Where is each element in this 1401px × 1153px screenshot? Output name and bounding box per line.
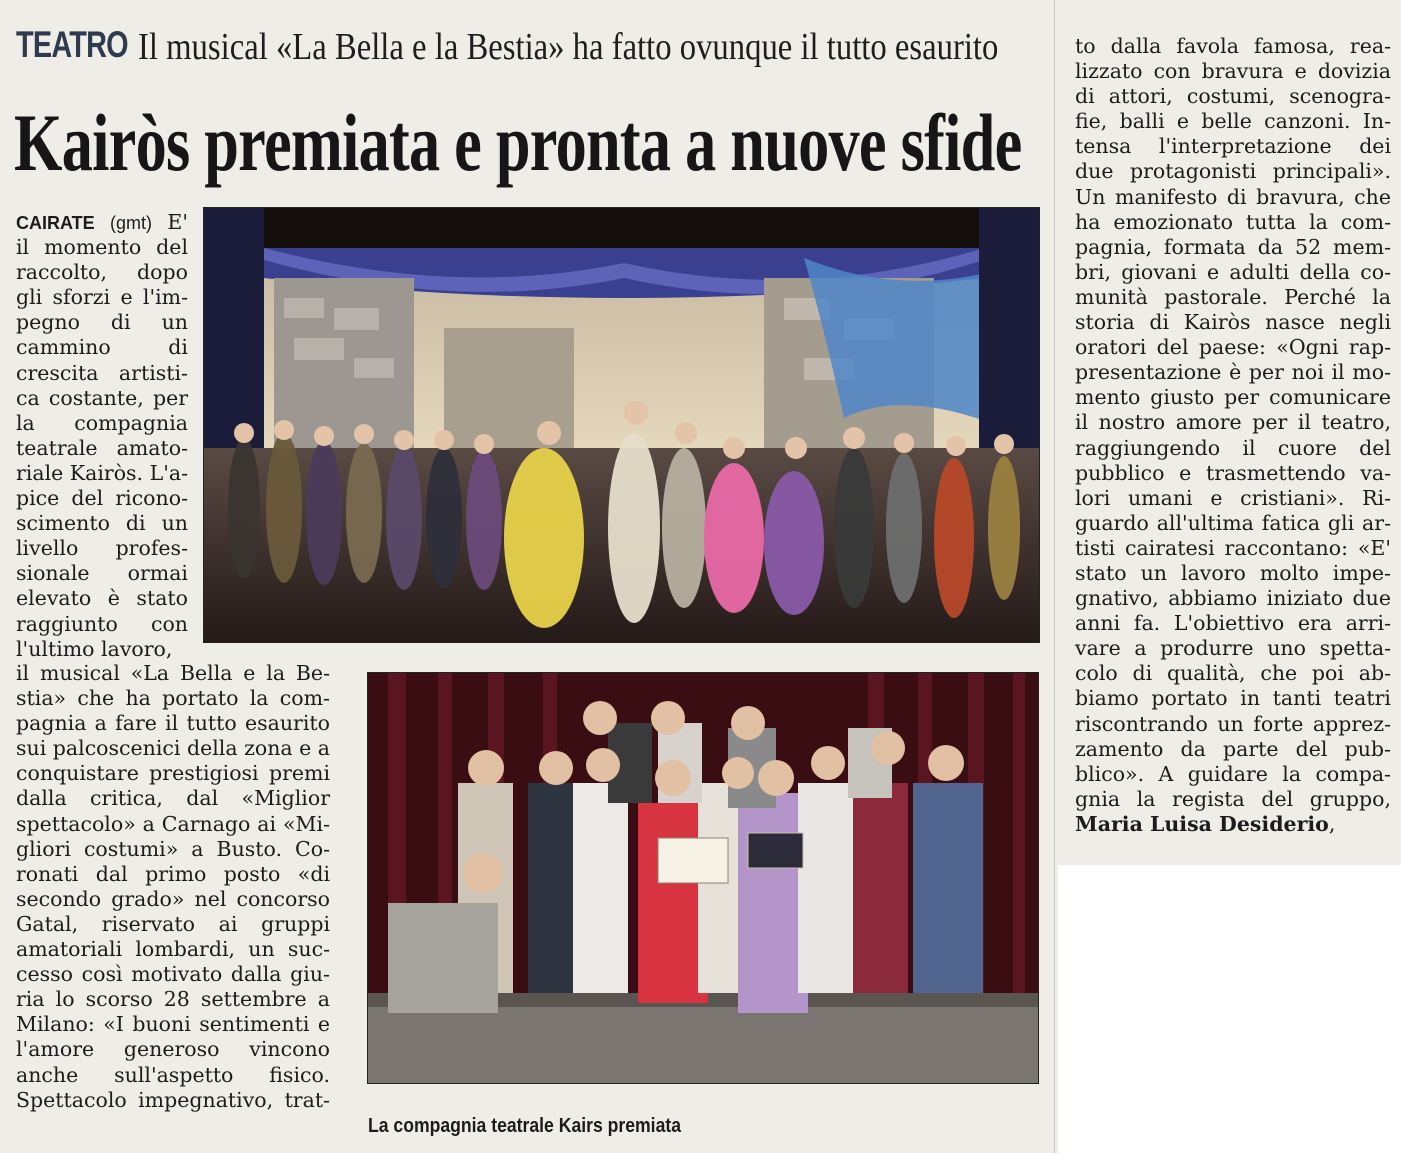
body-line: oratori del paese: «Ogni rap- xyxy=(1075,335,1391,360)
body-line: amatoriali lombardi, un suc- xyxy=(16,937,330,962)
body-line: secondo grado» nel concorso xyxy=(16,886,330,911)
body-line: raggiungendo il cuore del xyxy=(1075,435,1391,460)
body-line xyxy=(1075,812,1391,837)
body-line: fie, balli e belle canzoni. In- xyxy=(1075,109,1391,134)
body-line: zamento da parte del pub- xyxy=(1075,736,1391,761)
body-line: cesso così motivato dalla giu- xyxy=(16,962,330,987)
body-line: pagnia, formata da 52 mem- xyxy=(1075,234,1391,259)
group-award-photo xyxy=(367,672,1039,1084)
body-line: ria lo scorso 28 settembre a xyxy=(16,987,330,1012)
body-line: gnia la regista del gruppo, xyxy=(1075,786,1391,811)
body-line: di attori, costumi, scenogra- xyxy=(1075,84,1391,109)
body-line: dalla critica, dal «Miglior xyxy=(16,786,330,811)
body-line: Gatal, riservato ai gruppi xyxy=(16,911,330,936)
body-column-a xyxy=(16,210,188,662)
body-line: livello profes- xyxy=(16,536,188,561)
section-label: TEATRO xyxy=(16,24,128,65)
body-line xyxy=(16,210,188,235)
body-line: il momento del xyxy=(16,235,188,260)
body-line: il nostro amore per il teatro, xyxy=(1075,410,1391,435)
body-line: blico». A guidare la compa- xyxy=(1075,761,1391,786)
body-line: gnativo, abbiamo iniziato due xyxy=(1075,586,1391,611)
body-line: spettacolo» a Carnago ai «Mi- xyxy=(16,811,330,836)
body-line: scimento di un xyxy=(16,511,188,536)
body-line: l'ultimo lavoro, xyxy=(16,636,173,661)
body-line: storia di Kairòs nasce negli xyxy=(1075,310,1391,335)
body-line: tensa l'interpretazione dei xyxy=(1075,134,1391,159)
column-rule xyxy=(1054,0,1055,1153)
body-line: stia» che ha portato la com- xyxy=(16,686,330,711)
body-line: riscontrando un forte apprez- xyxy=(1075,711,1391,736)
body-column-c xyxy=(1075,34,1391,837)
body-line: cammino di xyxy=(16,335,188,360)
stage-illustration xyxy=(204,208,1039,642)
body-line: Spettacolo impegnativo, trat- xyxy=(16,1087,330,1112)
body-line: mento giusto per comunicare xyxy=(1075,385,1391,410)
body-line: l'amore generoso vincono xyxy=(16,1037,330,1062)
body-line: tisti cairatesi raccontano: «E' xyxy=(1075,535,1391,560)
byline: (gmt) xyxy=(110,213,153,233)
body-line: conquistare prestigiosi premi xyxy=(16,761,330,786)
body-line: lizzato con bravura e dovizia xyxy=(1075,59,1391,84)
kicker-headline: Il musical «La Bella e la Bestia» ha fatto ovunque il tutto esaurito xyxy=(138,26,999,68)
dateline: CAIRATE xyxy=(16,213,95,233)
stage-photo xyxy=(203,207,1040,643)
body-line: gli sforzi e l'im- xyxy=(16,285,188,310)
blank-area xyxy=(1058,865,1401,1153)
body-line: pice del ricono- xyxy=(16,486,188,511)
body-line: teatrale amato- xyxy=(16,435,188,460)
group-illustration xyxy=(368,673,1038,1083)
main-headline: Kairòs premiata e pronta a nuove sfide xyxy=(14,97,1022,188)
body-line: ca costante, per xyxy=(16,385,188,410)
body-line: il musical «La Bella e la Be- xyxy=(16,661,330,685)
body-line: raccolto, dopo xyxy=(16,260,188,285)
body-text: E' xyxy=(152,210,188,234)
body-line: lori umani e cristiani». Ri- xyxy=(1075,485,1391,510)
body-line: pegno di un xyxy=(16,310,188,335)
body-line: pagnia a fare il tutto esaurito xyxy=(16,711,330,736)
body-line: gliori costumi» a Busto. Co- xyxy=(16,836,330,861)
body-line: presentazione è per noi il mo- xyxy=(1075,360,1391,385)
body-line: Milano: «I buoni sentimenti e xyxy=(16,1012,330,1037)
body-line: stato un lavoro molto impe- xyxy=(1075,560,1391,585)
director-name: Maria Luisa Desiderio xyxy=(1075,811,1329,836)
body-line: ha emozionato tutta la com- xyxy=(1075,209,1391,234)
body-line: due protagonisti principali». xyxy=(1075,159,1391,184)
body-text: , xyxy=(1328,811,1336,836)
body-line: pubblico e trasmettendo va- xyxy=(1075,460,1391,485)
body-line: riale Kairòs. L'a- xyxy=(16,460,188,485)
body-line: anni fa. L'obiettivo era arri- xyxy=(1075,611,1391,636)
body-line: sui palcoscenici della zona e a xyxy=(16,736,331,761)
body-line: colo di qualità, che poi ab- xyxy=(1075,661,1391,686)
body-line: la compagnia xyxy=(16,410,188,435)
body-line: elevato è stato xyxy=(16,586,188,611)
body-line: biamo portato in tanti teatri xyxy=(1075,686,1391,711)
body-line: ronati dal primo posto «di xyxy=(16,861,330,886)
body-line: vare a produrre uno spetta- xyxy=(1075,636,1391,661)
body-line: sionale ormai xyxy=(16,561,188,586)
body-line: raggiunto con xyxy=(16,611,188,636)
body-column-b xyxy=(16,661,330,1113)
body-line: to dalla favola famosa, rea- xyxy=(1075,34,1391,58)
body-line: guardo all'ultima fatica gli ar- xyxy=(1075,510,1391,535)
body-line: Un manifesto di bravura, che xyxy=(1075,184,1391,209)
body-line: anche sull'aspetto fisico. xyxy=(16,1062,330,1087)
body-line: munità pastorale. Perché la xyxy=(1075,284,1391,309)
photo-caption: La compagnia teatrale Kairs premiata xyxy=(368,1115,682,1137)
body-line: bri, giovani e adulti della co- xyxy=(1075,259,1391,284)
body-line: crescita artisti- xyxy=(16,360,188,385)
